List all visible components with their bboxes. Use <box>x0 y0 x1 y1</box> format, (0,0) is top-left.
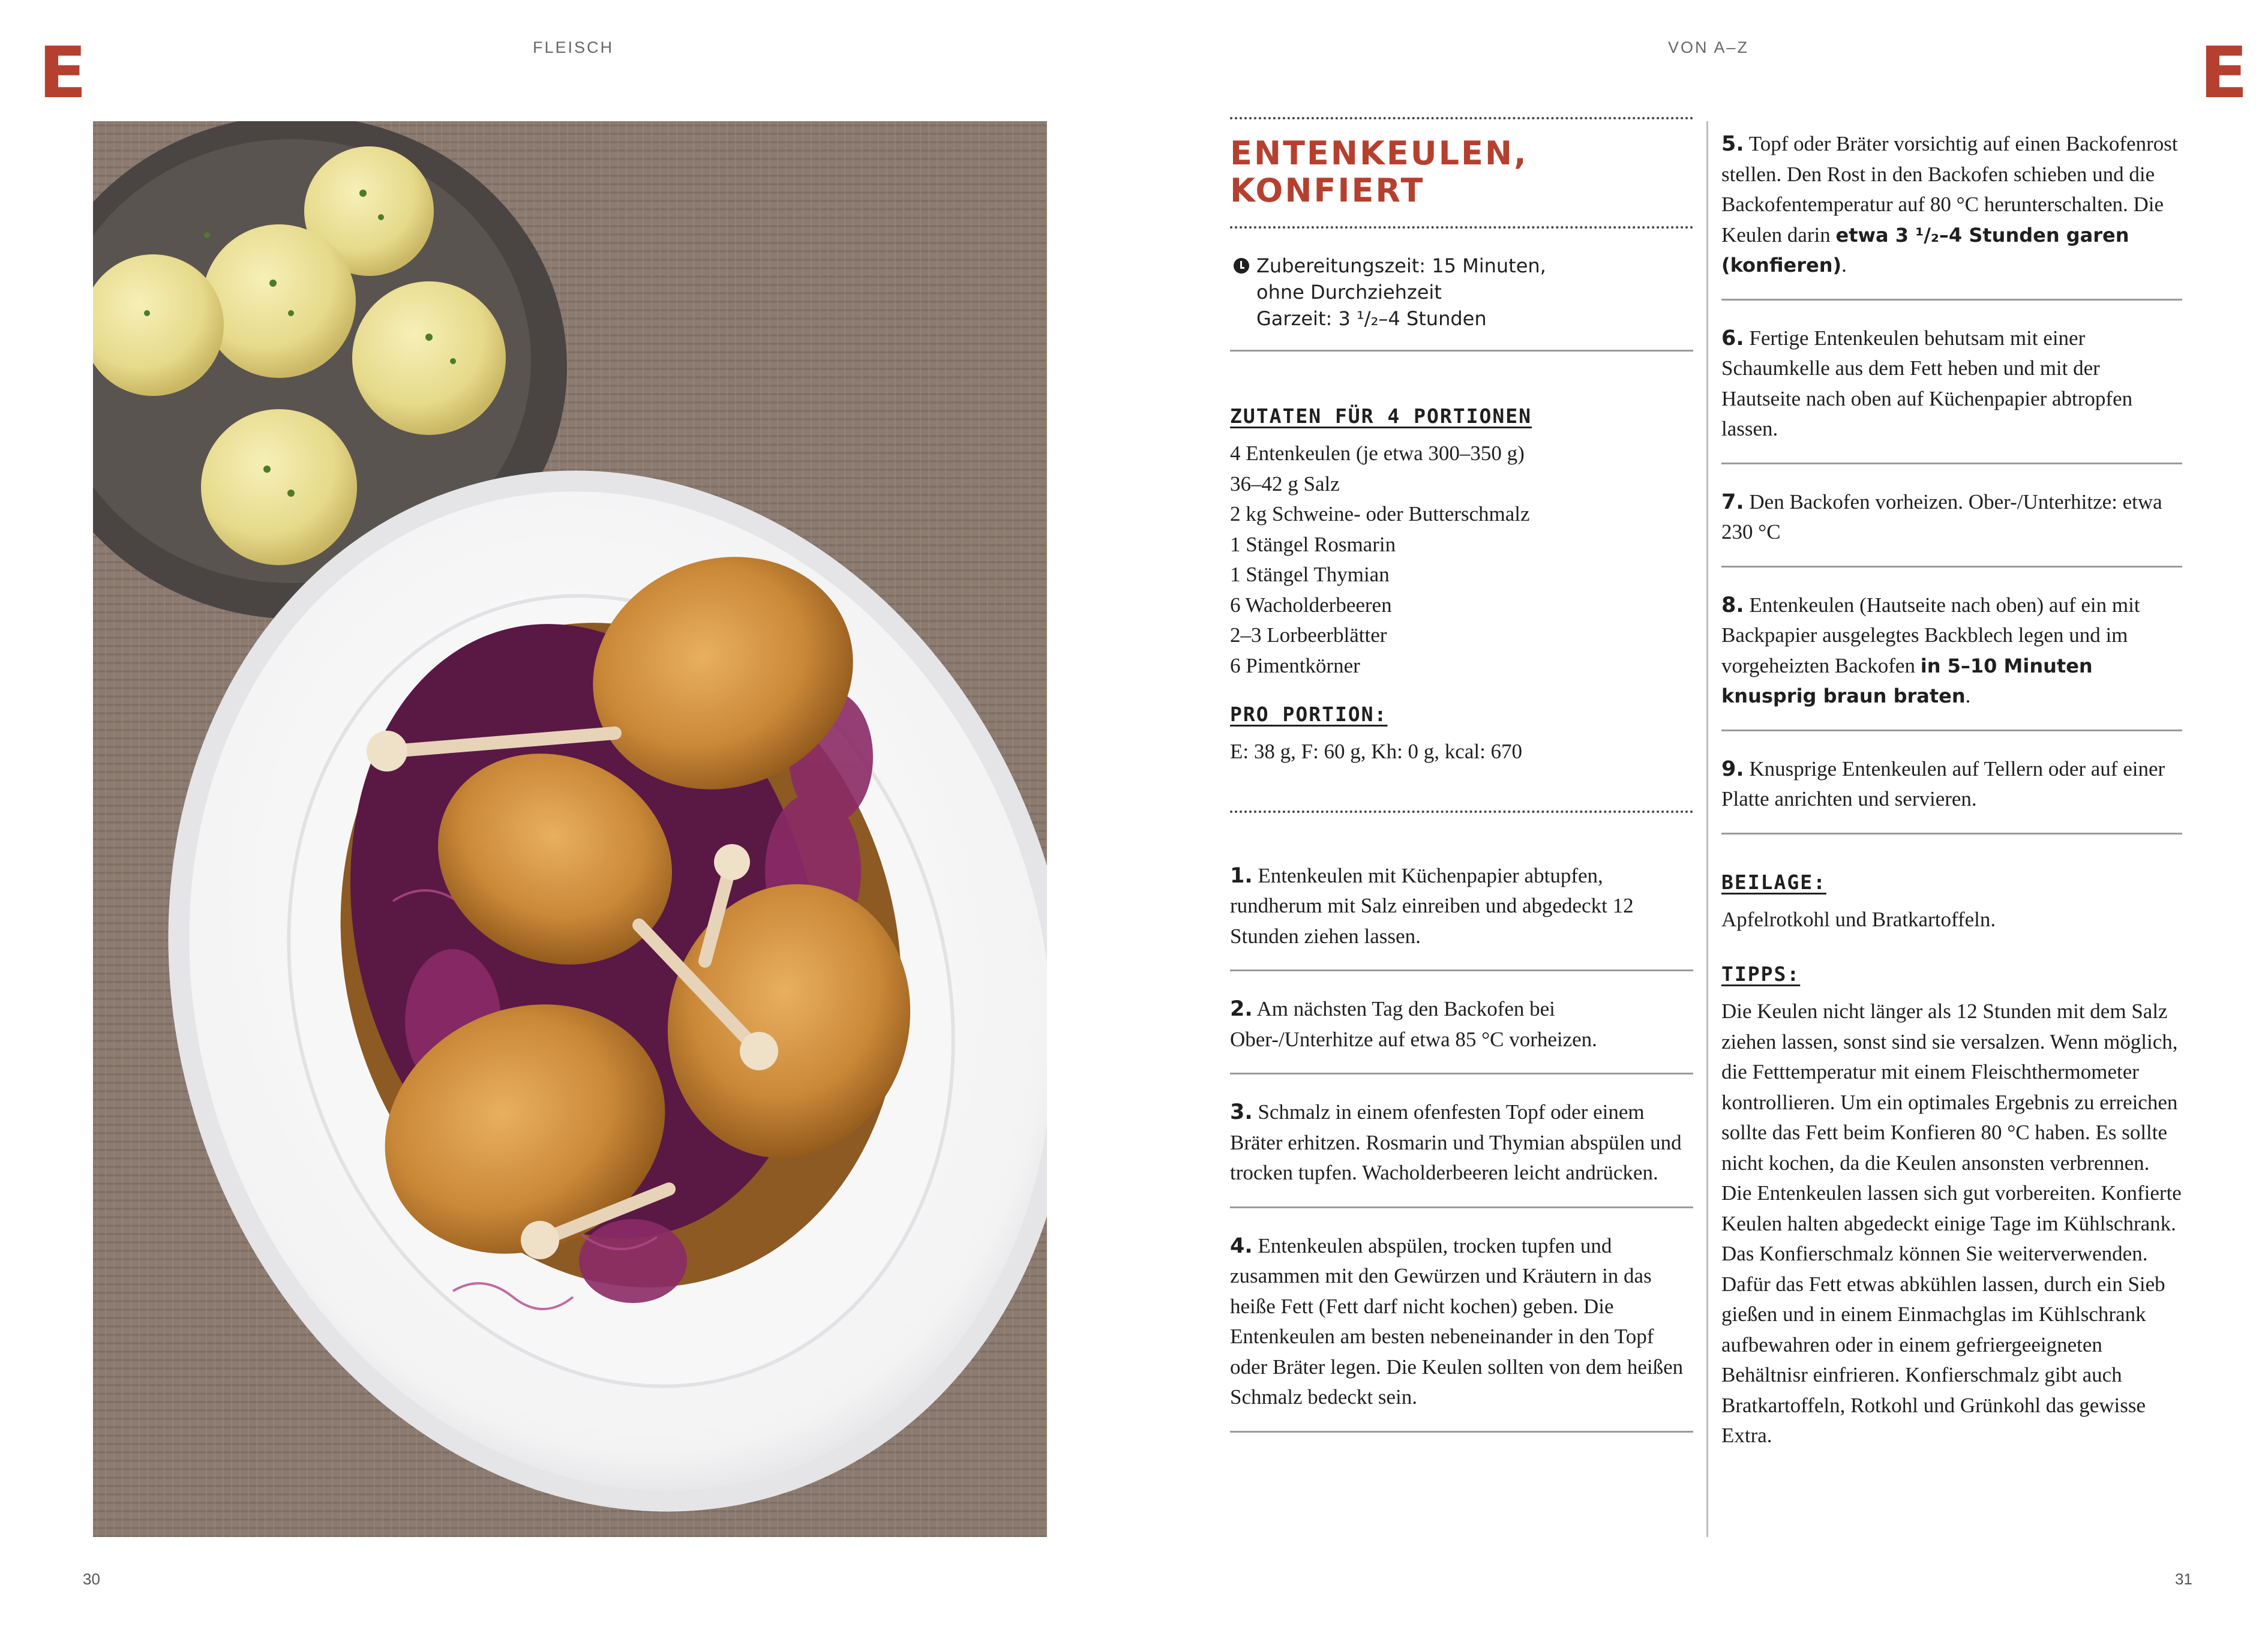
time-line-1: Zubereitungszeit: 15 Minuten, <box>1256 254 1546 277</box>
beilage-text: Apfelrotkohl und Bratkartoffeln. <box>1721 907 1996 931</box>
step-4 <box>1230 1208 1693 1431</box>
step-number: 2. <box>1230 997 1253 1021</box>
list-item: 6 Pimentkörner <box>1230 653 1360 677</box>
recipe-title-line2: KONFIERT <box>1230 172 1425 209</box>
step-5 <box>1721 117 2182 299</box>
clock-icon <box>1234 258 1249 274</box>
section-letter-right: E <box>2200 31 2248 114</box>
step-9 <box>1721 731 2182 833</box>
beilage-heading: BEILAGE: <box>1721 870 1826 894</box>
list-item: 1 Stängel Thymian <box>1230 563 1390 586</box>
step-number: 1. <box>1230 863 1253 888</box>
portion-heading: PRO PORTION: <box>1230 703 1388 726</box>
step-text: Topf oder Bräter vorsichtig auf einen Backofenrost stellen. Den Rost in den Backofen schieben und die Backofentemperatur auf 80 °C herunterschalten. Die Keulen darin <box>1721 132 2178 247</box>
running-head-right: VON A–Z <box>1668 38 1750 56</box>
time-line-3: Garzeit: 3 ¹/₂–4 Stunden <box>1256 307 1487 330</box>
step-text: Schmalz in einem ofenfesten Topf oder einem Bräter erhitzen. Rosmarin und Thymian abspülen und trocken tupfen. Wacholderbeeren leicht andrücken. <box>1230 1100 1682 1184</box>
step-1 <box>1230 838 1693 970</box>
step-number: 4. <box>1230 1233 1253 1258</box>
step-text-end: . <box>1841 253 1847 277</box>
dotted-rule <box>1230 117 1693 119</box>
tipp-2: Die Entenkeulen lassen sich gut vorbereiten. Konfierte Keulen halten abgedeckt einige Tage im Kühlschrank. <box>1721 1181 2182 1235</box>
step-3 <box>1230 1074 1693 1206</box>
step-text: Am nächsten Tag den Backofen bei Ober-/Unterhitze auf etwa 85 °C vorheizen. <box>1230 997 1597 1051</box>
step-text: Entenkeulen (Hautseite nach oben) auf ein mit Backpapier ausgelegtes Backblech legen und im vorgeheizten Backofen <box>1721 593 2140 677</box>
step-number: 8. <box>1721 593 1744 617</box>
ingredients-heading: ZUTATEN FÜR 4 PORTIONEN <box>1230 404 1532 428</box>
step-text: Den Backofen vorheizen. Ober-/Unterhitze: etwa 230 °C <box>1721 490 2162 544</box>
list-item: 36–42 g Salz <box>1230 472 1340 496</box>
step-emphasis: etwa 3 ¹/₂–4 Stunden garen (konfieren) <box>1721 223 2129 277</box>
step-number: 7. <box>1721 490 1744 514</box>
tipp-1: Die Keulen nicht länger als 12 Stunden mit dem Salz ziehen lassen, sonst sind sie versalzen. Wenn möglich, die Fetttemperatur mit einem Fleischthermometer kontrollieren. Um ein optimales Ergebnis zu erreichen sollte das Fett beim Konfieren 80 °C haben. Es sollte nicht kochen, da die Keulen ansonsten verbrennen. <box>1721 999 2178 1175</box>
time-line-2: ohne Durchziehzeit <box>1256 281 1442 304</box>
tipps-heading: TIPPS: <box>1721 962 1801 986</box>
step-number: 9. <box>1721 757 1744 781</box>
page-number-right: 31 <box>2175 1570 2192 1588</box>
portion-values: E: 38 g, F: 60 g, Kh: 0 g, kcal: 670 <box>1230 740 1523 763</box>
list-item: 4 Entenkeulen (je etwa 300–350 g) <box>1230 442 1525 465</box>
list-item: 6 Wacholderbeeren <box>1230 593 1392 617</box>
step-text: Fertige Entenkeulen behutsam mit einer Schaumkelle aus dem Fett heben und mit der Hautseite nach oben auf Küchenpapier abtropfen lassen. <box>1721 326 2133 440</box>
step-text: Entenkeulen abspülen, trocken tupfen und zusammen mit den Gewürzen und Kräutern in das heiße Fett (Fett darf nicht kochen) geben. Die Entenkeulen am besten nebeneinander in den Topf oder Bräter legen. Die Keulen sollten von dem heißen Schmalz bedeckt sein. <box>1230 1233 1684 1409</box>
step-6 <box>1721 301 2182 463</box>
ingredients-list <box>1230 439 1693 681</box>
recipe-column-right <box>1721 117 2182 1451</box>
food-photo <box>93 121 1047 1537</box>
section-letter-left: E <box>38 31 87 114</box>
list-item: 2–3 Lorbeerblätter <box>1230 623 1387 647</box>
page-number-left: 30 <box>83 1570 100 1588</box>
column-divider <box>1706 121 1708 1537</box>
step-number: 6. <box>1721 326 1744 350</box>
recipe-title <box>1230 135 1693 209</box>
running-head-left: FLEISCH <box>533 38 614 56</box>
list-item: 1 Stängel Rosmarin <box>1230 532 1396 556</box>
dotted-rule <box>1230 226 1693 229</box>
recipe-column-left <box>1230 117 1693 1433</box>
step-number: 5. <box>1721 132 1744 156</box>
step-text: Knusprige Entenkeulen auf Tellern oder auf einer Platte anrichten und servieren. <box>1721 757 2165 811</box>
step-2 <box>1230 971 1693 1073</box>
step-8 <box>1721 568 2182 730</box>
step-7 <box>1721 464 2182 566</box>
time-info <box>1230 253 1693 332</box>
tipp-3: Das Konfierschmalz können Sie weiterverwenden. Dafür das Fett etwas abkühlen lassen, durch ein Sieb gießen und in einem Einmachglas im Kühlschrank aufbewahren oder in einem gefriergeeigneten Behältnisr einfrieren. Konfierschmalz gibt auch Bratkartoffeln, Rotkohl und Grünkohl das gewisse Extra. <box>1721 1242 2165 1447</box>
step-emphasis: in 5–10 Minuten knusprig braun braten <box>1721 654 2093 707</box>
recipe-title-line1: ENTENKEULEN, <box>1230 134 1528 172</box>
step-text-end: . <box>1965 684 1971 707</box>
solid-rule <box>1230 1431 1693 1433</box>
step-number: 3. <box>1230 1100 1253 1124</box>
list-item: 2 kg Schweine- oder Butterschmalz <box>1230 502 1530 526</box>
step-text: Entenkeulen mit Küchenpapier abtupfen, rundherum mit Salz einreiben und abgedeckt 12 Stunden ziehen lassen. <box>1230 863 1634 948</box>
